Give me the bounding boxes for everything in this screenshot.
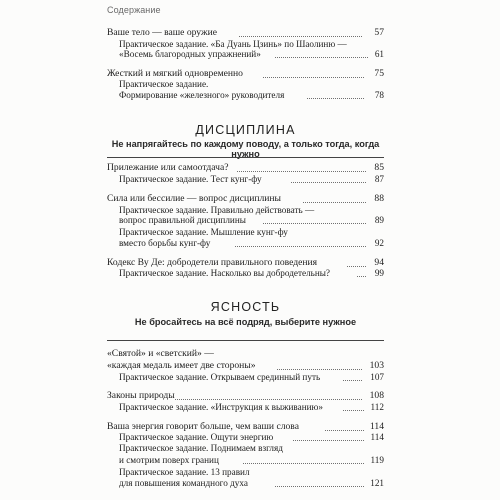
section-rule (107, 340, 384, 341)
toc-entry-title: Практическое задание. Мышление кунг-фу (119, 227, 288, 237)
toc-entry-title: Практическое задание. Ощути энергию (119, 432, 274, 442)
toc-entry-title: Практическое задание. Тест кунг-фу (119, 174, 262, 184)
toc-entry-page: 107 (370, 372, 384, 382)
section-subtitle: Не напрягайтесь по каждому поводу, а только тогда, когда нужно (111, 139, 380, 159)
toc-entry-page: 75 (374, 68, 384, 79)
section-subtitle: Не бросайтесь на всё подряд, выберите нужное (134, 317, 357, 327)
toc-entry-page: 114 (370, 432, 384, 442)
toc-entry-page: 114 (369, 421, 384, 432)
toc-entry-title: «каждая медаль имеет две стороны» (107, 360, 256, 371)
toc-entry-title: Сила или бессилие — вопрос дисциплины (107, 193, 281, 204)
toc-entry-page: 108 (369, 390, 384, 401)
toc-entry-title: Ваше тело — ваше оружие (107, 27, 217, 38)
toc-entry-title: Практическое задание. Открываем срединный путь (119, 372, 321, 382)
section-title: ЯСНОСТЬ (210, 300, 281, 314)
toc-entry-title: Ваша энергия говорит больше, чем ваши слова (107, 421, 299, 432)
toc-entry-page: 112 (370, 402, 384, 412)
toc-entry-title: Жесткий и мягкий одновременно (107, 68, 243, 79)
section-title: ДИСЦИПЛИНА (195, 123, 296, 137)
section-rule (107, 157, 384, 158)
toc-entry-title: «Святой» и «светский» — (107, 348, 214, 359)
toc-entry-title: Практическое задание. «Инструкция к выживанию» (119, 402, 323, 412)
toc-entry-page: 94 (374, 257, 384, 268)
toc-entry-page: 92 (374, 238, 384, 248)
toc-entry-title: Практическое задание. (119, 79, 209, 89)
toc-entry-page: 119 (370, 455, 384, 465)
toc-entry-page: 89 (374, 215, 384, 225)
toc-entry-page: 121 (370, 478, 384, 488)
toc-entry-title: для повышения командного духа (119, 478, 248, 488)
toc-entry-title: вместо борьбы кунг-фу (119, 238, 211, 248)
running-head: Содержание (107, 5, 161, 15)
toc-entry-title: Практическое задание. «Ба Дуань Цзинь» по Шаолиню — (119, 39, 347, 49)
toc-entry-page: 57 (374, 27, 384, 38)
toc-entry-page: 85 (374, 162, 384, 173)
toc-entry-page: 103 (369, 360, 384, 371)
toc-entry-title: «Восемь благородных упражнений» (119, 49, 261, 59)
toc-entry-title: Практическое задание. Насколько вы добродетельны? (119, 268, 331, 278)
toc-entry-page: 88 (374, 193, 384, 204)
toc-entry-title: вопрос правильной дисциплины (119, 215, 246, 225)
toc-entry-title: Законы природы (107, 390, 175, 401)
toc-entry-page: 78 (374, 90, 384, 100)
toc-entry-title: Формирование «железного» руководителя (119, 90, 285, 100)
toc-entry-title: и смотрим поверх границ (119, 455, 219, 465)
toc-entry-title: Кодекс Ву Де: добродетели правильного поведения (107, 257, 318, 268)
toc-entry-title: Прилежание или самоотдача? (107, 162, 229, 173)
toc-entry-page: 99 (374, 268, 384, 278)
toc-entry-title: Практическое задание. Правильно действовать — (119, 205, 315, 215)
toc-entry-title: Практическое задание. Поднимаем взгляд (119, 443, 283, 453)
toc-entry-title: Практическое задание. 13 правил (119, 467, 250, 477)
toc-entry-page: 61 (374, 49, 384, 59)
toc-entry-page: 87 (374, 174, 384, 184)
